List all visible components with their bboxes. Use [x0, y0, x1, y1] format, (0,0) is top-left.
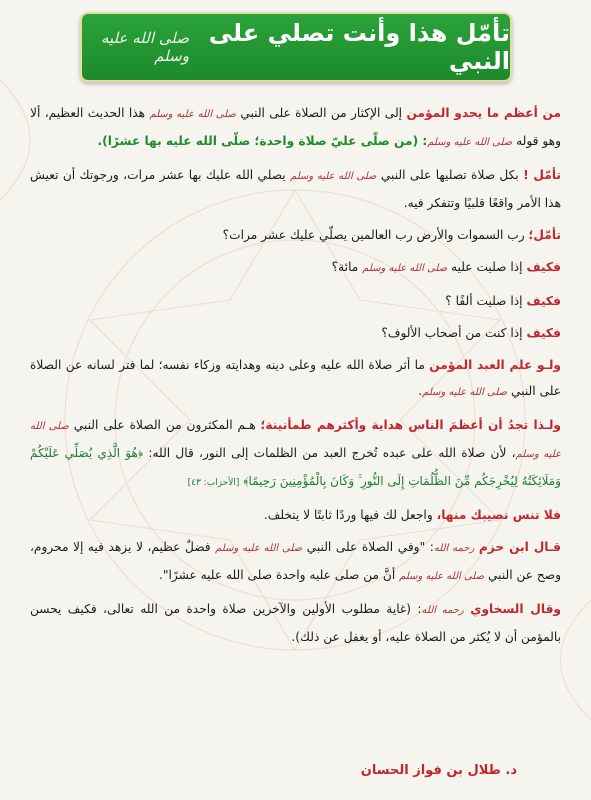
p11-lead: وقال السخاوي [470, 602, 561, 616]
p4-honorific: صلى الله عليه وسلم [362, 263, 448, 274]
paragraph-1 [30, 100, 561, 156]
paragraph-3 [30, 222, 561, 248]
paragraph-11 [30, 596, 561, 650]
title-banner [80, 12, 512, 82]
p10-honorific-2: صلى الله عليه وسلم [399, 571, 485, 582]
p11-text-1: : (غاية مطلوب الأولين والآخرين صلاة واحدة من الله تعالى، فكيف يحسن بالمؤمن أن لا يُكثر من الصلاة عليه، أو يغفل عن ذلك). [30, 602, 561, 644]
author-signature: د. طلال بن فواز الحسان [360, 763, 517, 778]
p2-text-2: يصلي الله عليك بها عشر مرات، ورجوتك أن تعيش هذا الأمر واقعًا قلبيًا وتتفكر فيه. [30, 168, 561, 210]
p10-lead: قـال ابن حزم [478, 540, 562, 554]
paragraph-7 [30, 352, 561, 406]
p1-honorific-2: صلى الله عليه وسلم [427, 137, 513, 148]
p8-honorific: صلى الله عليه وسلم [30, 421, 561, 460]
p1-text-2: هذا الحديث العظيم، ألا وهو قوله [30, 106, 561, 148]
p10-text-2: فضلٌ عظيم، لا يزهد فيه إلا محروم، وصح عن النبي [30, 540, 561, 582]
p1-lead: من أعظم ما يحدو المؤمن [406, 106, 562, 120]
p7-text-2: . [418, 384, 423, 398]
paragraph-8 [30, 412, 561, 496]
p9-lead: فلا تنس نصيبك منها، [436, 508, 561, 522]
paragraph-6 [30, 320, 561, 346]
paragraph-5 [30, 288, 561, 314]
p10-honorific: صلى الله عليه وسلم [215, 543, 303, 554]
article-body [30, 100, 561, 656]
p3-text-1: رب السموات والأرض رب العالمين يصلّي عليك عشر مرات؟ [222, 228, 529, 242]
p5-lead: فكيف [526, 294, 561, 308]
p3-lead: تأمّل؛ [528, 228, 561, 242]
paragraph-10 [30, 534, 561, 590]
p2-honorific: صلى الله عليه وسلم [290, 171, 377, 182]
p1-honorific: صلى الله عليه وسلم [149, 109, 236, 120]
page-title: تأمّل هذا وأنت تصلي على النبي [208, 19, 510, 75]
p7-lead: ولـو علم العبد المؤمن [429, 358, 561, 372]
p4-lead: فكيف [526, 260, 561, 274]
p2-text-1: بكل صلاة تصليها على النبي [376, 168, 524, 182]
p9-text-1: واجعل لك فيها وردًا ثابتًا لا يتخلف. [263, 508, 437, 522]
p6-text-1: إذا كنت من أصحاب الألوف؟ [381, 326, 527, 340]
title-honorific: صلى الله عليه وسلم [100, 29, 189, 65]
p10-rahimahullah: رحمه الله [433, 543, 475, 554]
p8-text-1: هـم المكثرون من الصلاة على النبي [68, 418, 261, 432]
p4-text-1: إذا صليت عليه [447, 260, 527, 274]
p2-lead: تأمّل ! [523, 168, 562, 182]
p11-rahimahullah: رحمه الله [421, 605, 464, 616]
paragraph-9 [30, 502, 561, 528]
p6-lead: فكيف [526, 326, 561, 340]
p7-text-1: ما أثر صلاة الله عليه وعلى دينه وهدايته وزكاء نفسه؛ لما فتر لسانه عن الصلاة على النبي [30, 358, 561, 398]
p5-text-1: إذا صليت ألفًا ؟ [445, 294, 527, 308]
p8-text-2: ، لأن صلاة الله على عبده تُخرج العبد من الظلمات إلى النور، قال الله: [143, 446, 516, 460]
p1-hadith-quote: : (من صلّى عليّ صلاة واحدة؛ صلّى الله عليه بها عشرًا). [97, 134, 428, 148]
p8-quran-verse: ﴿هُوَ الَّذِي يُصَلِّي عَلَيْكُمْ وَمَلَائِكَتُهُ لِيُخْرِجَكُم مِّنَ الظُّلُمَاتِ إِلَى النُّورِ ۚ وَكَانَ بِالْمُؤْمِنِينَ رَحِيمًا﴾ [30, 446, 561, 488]
p8-lead: ولـذا تجدُ أن أعظمَ الناس هداية وأكثرهم طمأنينة؛ [260, 418, 562, 432]
p4-text-2: مائة؟ [331, 260, 363, 274]
p10-text-3: أنَّ من صلى عليه واحدة صلى الله عليه عشرًا". [158, 568, 400, 582]
p1-text-1: إلى الإكثار من الصلاة على النبي [235, 106, 407, 120]
paragraph-4 [30, 254, 561, 282]
p7-honorific: صلى الله عليه وسلم [422, 387, 508, 398]
paragraph-2 [30, 162, 561, 216]
p10-text-1: : "وفي الصلاة على النبي [302, 540, 434, 554]
p8-verse-reference: [الأحزاب: ٤٣] [187, 478, 240, 488]
